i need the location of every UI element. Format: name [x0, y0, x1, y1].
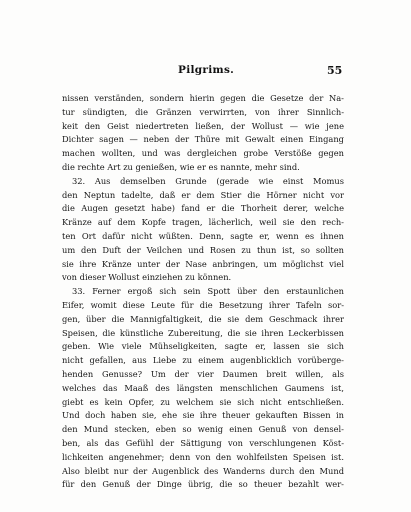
text-line: machen wollten, und was dergleichen grobe Verstöße gegen [62, 148, 344, 159]
text-line: henden Genusse? Um der vier Daumen breit willen, als [62, 368, 344, 379]
text-line: lichkeiten angenehmer; denn von den wohlfeilsten Speisen ist. [62, 451, 344, 462]
text-line: Eifer, womit diese Leute für die Besetzung ihrer Tafeln sor- [62, 299, 344, 310]
text-line: ben, als das Gefühl der Sättigung von verschlungenen Köst- [62, 437, 344, 448]
page-header [0, 64, 411, 80]
text-line: 32. Aus demselben Grunde (gerade wie einst Momus [72, 175, 344, 186]
page-number: 55 [327, 64, 343, 77]
text-line: keit den Geist niedertreten ließen, der Wollust — wie jene [62, 120, 344, 131]
text-line: sie ihre Kränze unter der Nase anbringen, um möglichst viel [62, 258, 344, 269]
text-line: Kränze auf dem Kopfe tragen, lächerlich, weil sie den rech- [62, 217, 344, 228]
text-line: Dichter sagen — neben der Thüre mit Gewalt einen Eingang [62, 134, 344, 145]
text-line: nicht gefallen, aus Liebe zu einem augenblicklich vorüberge- [62, 355, 344, 366]
text-line: den Neptun tadelte, daß er dem Stier die Hörner nicht vor [62, 189, 344, 200]
text-line: Speisen, die künstliche Zubereitung, die sie ihren Leckerbissen [62, 327, 344, 338]
text-line: von dieser Wollust einziehen zu können. [62, 272, 232, 283]
text-line: gen, über die Mannigfaltigkeit, die sie dem Geschmack ihrer [62, 313, 344, 324]
text-line: um den Duft der Veilchen und Rosen zu thun ist, so sollten [62, 244, 344, 255]
text-line: die Augen gesetzt habe) fand er die Thorheit derer, welche [62, 203, 344, 214]
text-line: ten Ort dafür nicht wüßten. Denn, sagte er, wenn es ihnen [62, 230, 344, 241]
text-line: tur sündigten, die Gränzen verwirrten, von ihrer Sinnlich- [62, 106, 344, 117]
text-line: giebt es kein Opfer, zu welchem sie sich nicht entschließen. [62, 396, 344, 407]
body-text [62, 92, 344, 492]
text-line: den Mund stecken, eben so wenig einen Genuß von densel- [62, 424, 344, 435]
text-line: geben. Wie viele Mühseligkeiten, sagte er, lassen sie sich [62, 341, 344, 352]
text-line: für den Genuß der Dinge übrig, die so theuer bezahlt wer- [62, 479, 344, 490]
text-line: die rechte Art zu genießen, wie er es nannte, mehr sind. [62, 161, 300, 172]
text-line: Und doch haben sie, ehe sie ihre theuer gekauften Bissen in [62, 410, 344, 421]
text-line: Also bleibt nur der Augenblick des Wanderns durch den Mund [62, 465, 344, 476]
text-line: welches das Maaß des längsten menschlichen Gaumens ist, [62, 382, 344, 393]
running-title: Pilgrims. [178, 64, 235, 76]
text-line: nissen verständen, sondern hierin gegen die Gesetze der Na- [62, 93, 344, 103]
text-line: 33. Ferner ergoß sich sein Spott über den erstaunlichen [72, 286, 344, 297]
